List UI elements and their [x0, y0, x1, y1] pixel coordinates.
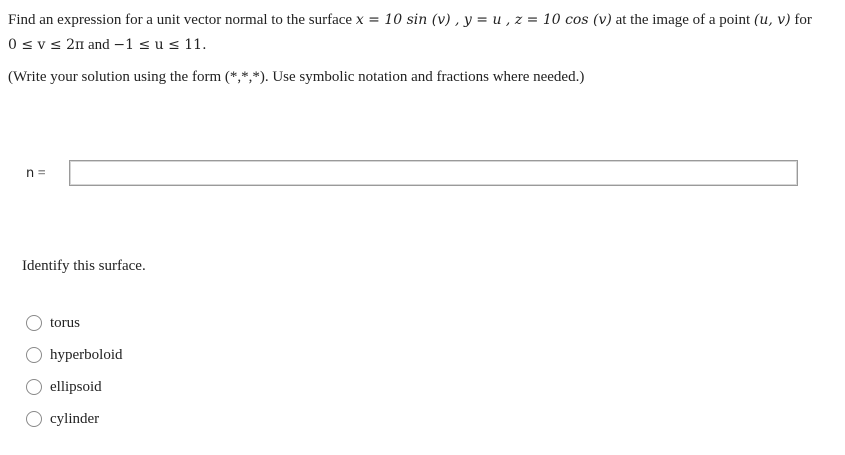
- normal-vector-input[interactable]: [69, 160, 798, 186]
- normal-vector-symbol: n: [26, 166, 35, 181]
- question-mid: at the image of a point: [615, 12, 751, 28]
- radio-torus[interactable]: [26, 315, 42, 331]
- answer-label: [26, 164, 46, 184]
- option-hyperboloid[interactable]: [26, 345, 123, 365]
- option-label-ellipsoid: ellipsoid: [50, 379, 102, 395]
- question-line-2: [8, 35, 207, 55]
- surface-prompt: Identify this surface.: [22, 258, 146, 274]
- question-and: and: [87, 37, 110, 53]
- question-line-1: [8, 10, 812, 30]
- radio-ellipsoid[interactable]: [26, 379, 42, 395]
- point-notation: (u, v): [753, 12, 791, 28]
- option-label-hyperboloid: hyperboloid: [50, 347, 123, 363]
- option-label-cylinder: cylinder: [50, 411, 100, 427]
- radio-hyperboloid[interactable]: [26, 347, 42, 363]
- equals-sign: =: [37, 166, 46, 181]
- question-for: for: [794, 12, 812, 28]
- option-label-torus: torus: [50, 315, 80, 331]
- u-range: −1 ≤ u ≤ 11.: [113, 37, 207, 53]
- instruction-text: (Write your solution using the form (*,*,*). Use symbolic notation and fractions where needed.): [8, 69, 585, 85]
- surface-equation: x = 10 sin (v) , y = u , z = 10 cos (v): [355, 12, 612, 28]
- radio-cylinder[interactable]: [26, 411, 42, 427]
- option-ellipsoid[interactable]: [26, 377, 102, 397]
- question-intro: Find an expression for a unit vector normal to the surface: [8, 12, 353, 28]
- v-range: 0 ≤ v ≤ 2π: [8, 37, 85, 53]
- option-torus[interactable]: [26, 313, 80, 333]
- option-cylinder[interactable]: [26, 409, 99, 429]
